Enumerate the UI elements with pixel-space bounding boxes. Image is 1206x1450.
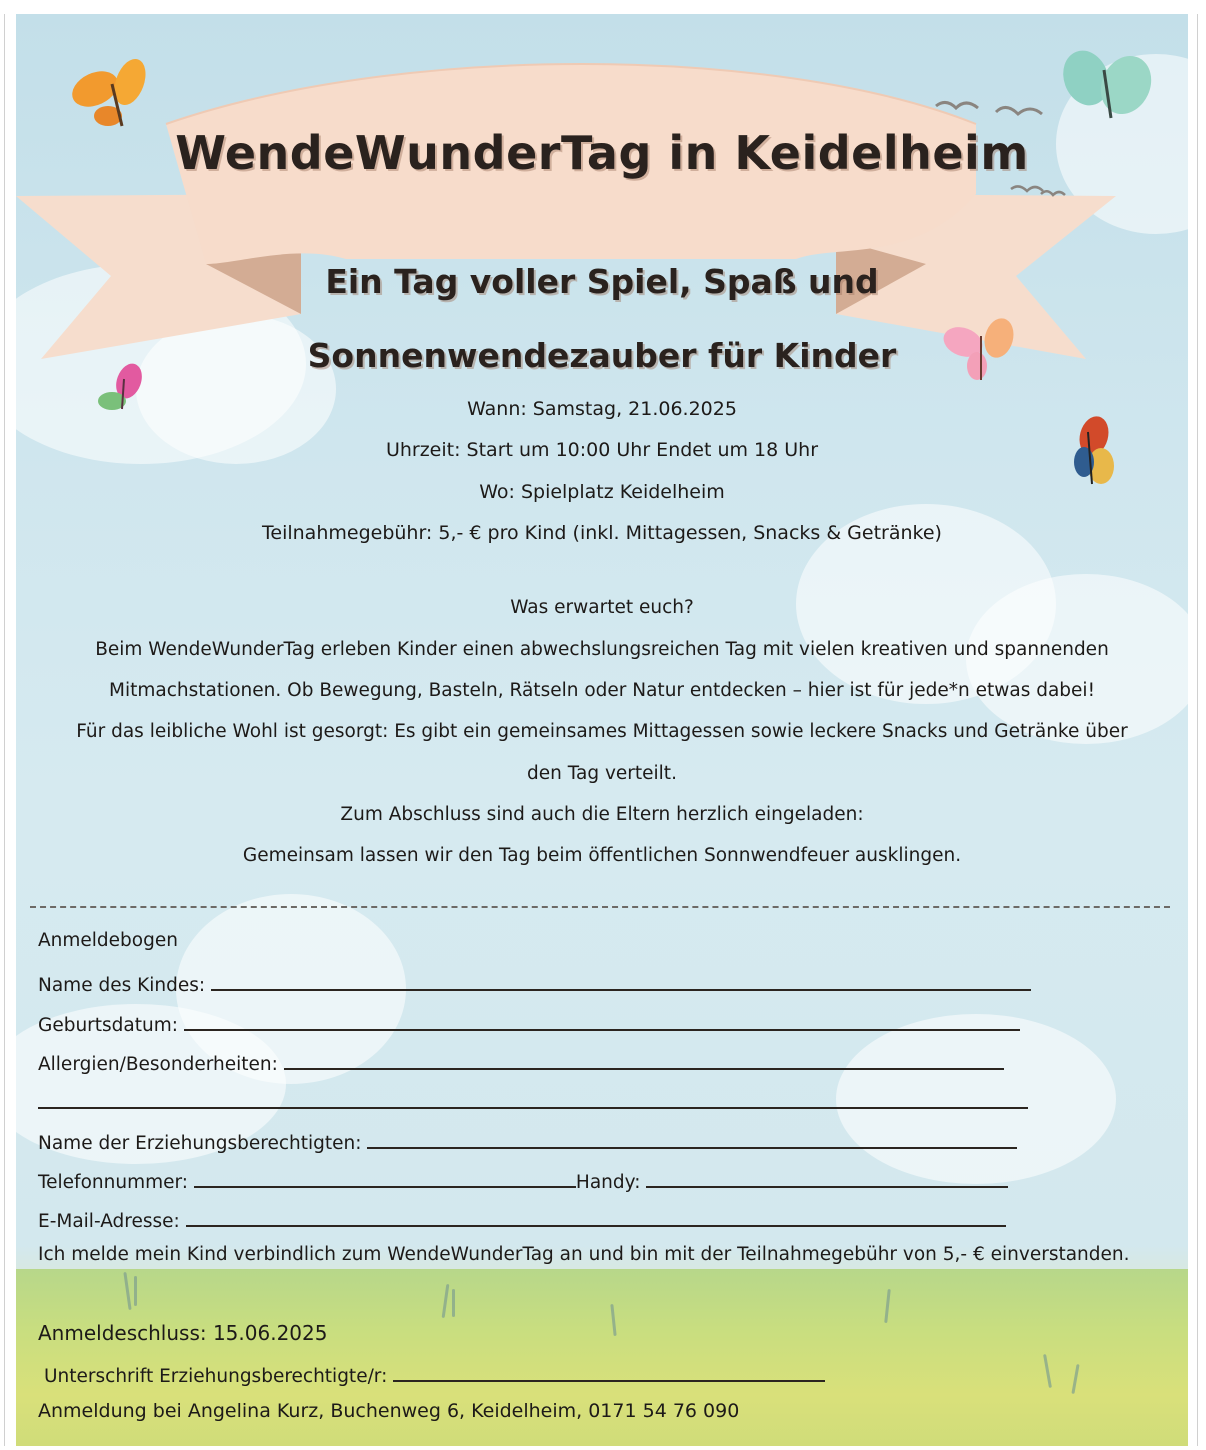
contact-info: Anmeldung bei Angelina Kurz, Buchenweg 6, Keidelheim, 0171 54 76 090 (38, 1400, 740, 1422)
birthdate-label: Geburtsdatum: (38, 1015, 178, 1036)
description-line: Gemeinsam lassen wir den Tag beim öffentlichen Sonnwendfeuer ausklingen. (242, 845, 962, 866)
email-row (38, 1205, 1006, 1232)
subtitle-line-2: Sonnenwendezauber für Kinder (307, 336, 897, 375)
allergies-row-2 (38, 1087, 1028, 1114)
phone-row (38, 1166, 1008, 1193)
phone-field[interactable] (194, 1166, 576, 1188)
subtitle-line-1: Ein Tag voller Spiel, Spaß und (325, 262, 879, 301)
flyer-page (16, 14, 1188, 1446)
consent-text: Ich melde mein Kind verbindlich zum WendeWunderTag an und bin mit der Teilnahmegebühr von 5,- € einverstanden. (38, 1244, 1130, 1265)
birthdate-row (38, 1009, 1020, 1036)
child-name-label: Name des Kindes: (38, 975, 206, 996)
event-date: Wann: Samstag, 21.06.2025 (467, 398, 737, 420)
event-location: Wo: Spielplatz Keidelheim (479, 481, 725, 503)
email-label: E-Mail-Adresse: (38, 1211, 180, 1232)
event-fee: Teilnahmegebühr: 5,- € pro Kind (inkl. Mittagessen, Snacks & Getränke) (262, 522, 942, 544)
form-heading: Anmeldebogen (38, 930, 178, 951)
allergies-label: Allergien/Besonderheiten: (38, 1054, 278, 1075)
page-edge-left (4, 14, 5, 1446)
registration-deadline: Anmeldeschluss: 15.06.2025 (38, 1321, 328, 1345)
cut-line-divider (30, 906, 1170, 908)
allergies-field-line-2[interactable] (38, 1087, 1028, 1109)
phone-label: Telefonnummer: (38, 1172, 189, 1193)
birthdate-field[interactable] (184, 1009, 1020, 1031)
child-name-row (38, 969, 1031, 996)
description-line: Mitmachstationen. Ob Bewegung, Basteln, Rätseln oder Natur entdecken – hier ist für jede*n etwas dabei! (108, 680, 1095, 701)
child-name-field[interactable] (211, 969, 1031, 991)
allergies-row (38, 1048, 1004, 1075)
signature-label: Unterschrift Erziehungsberechtigte/r: (44, 1366, 388, 1387)
page-title: WendeWunderTag in Keidelheim (175, 126, 1029, 180)
guardian-row (38, 1127, 1017, 1154)
description-heading: Was erwartet euch? (510, 597, 694, 618)
page-edge-right (1197, 14, 1198, 1446)
event-time: Uhrzeit: Start um 10:00 Uhr Endet um 18 Uhr (385, 439, 819, 461)
guardian-field[interactable] (367, 1127, 1017, 1149)
description-line: Beim WendeWunderTag erleben Kinder einen abwechslungsreichen Tag mit vielen kreativen und spannenden (95, 639, 1109, 660)
grass-tuft (452, 1289, 455, 1317)
mobile-label: Handy: (575, 1172, 641, 1193)
signature-field[interactable] (393, 1360, 825, 1382)
guardian-label: Name der Erziehungsberechtigten: (38, 1133, 362, 1154)
grass-tuft (134, 1276, 137, 1306)
allergies-field[interactable] (284, 1048, 1004, 1070)
butterfly-icon (1056, 40, 1156, 130)
mobile-field[interactable] (646, 1166, 1008, 1188)
description-line: den Tag verteilt. (527, 763, 677, 784)
signature-row (44, 1360, 825, 1387)
description-line: Zum Abschluss sind auch die Eltern herzlich eingeladen: (340, 804, 864, 825)
description-line: Für das leibliche Wohl ist gesorgt: Es gibt ein gemeinsames Mittagessen sowie leckere Snacks und Getränke über (76, 721, 1128, 742)
email-field[interactable] (186, 1205, 1006, 1227)
